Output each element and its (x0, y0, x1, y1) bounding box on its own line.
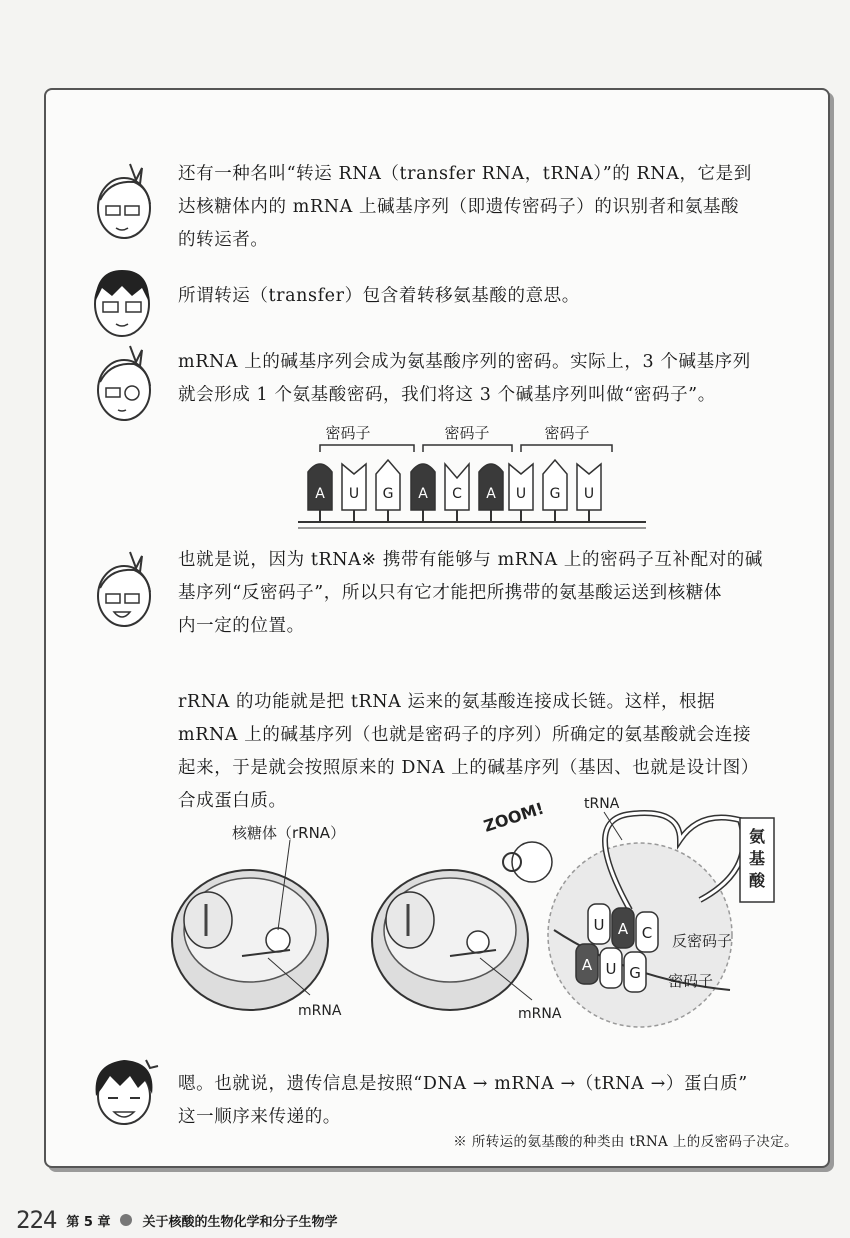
nucleotide-base-label: A (486, 486, 496, 502)
text-line: 合成蛋白质。 (178, 791, 287, 811)
codon-base: U (605, 960, 617, 978)
text-line: rRNA 的功能就是把 tRNA 运来的氨基酸连接成长链。这样，根据 (178, 692, 716, 712)
codon-label: 密码子 (668, 972, 714, 990)
codon-base: A (581, 956, 593, 974)
girl-character-icon (90, 160, 162, 244)
nucleotide-base-label: G (549, 486, 561, 502)
nucleotide-base-label: G (382, 486, 394, 502)
text-line: 也就是说，因为 tRNA※ 携带有能够与 mRNA 上的密码子互补配对的碱 (178, 550, 763, 570)
amino-acid-label: 基 (748, 849, 766, 868)
paragraph-transfer-meaning (178, 280, 778, 313)
anticodon-base: C (641, 924, 653, 942)
text-line: 就会形成 1 个氨基酸密码，我们将这 3 个碱基序列叫做“密码子”。 (178, 385, 716, 405)
text-line: 内一定的位置。 (178, 616, 305, 636)
cell-ribosome-diagram (160, 780, 800, 1030)
girl-wink-character-icon (90, 342, 162, 426)
codon-diagram (290, 418, 650, 538)
text-line: 起来，于是就会按照原来的 DNA 上的碱基序列（基因、也就是设计图） (178, 758, 760, 778)
ribosome-label: 核糖体（rRNA） (232, 824, 346, 842)
boy-character-icon (86, 262, 158, 346)
nucleotide-base-shape (543, 460, 567, 510)
amino-acid-label: 氨 (748, 827, 766, 846)
bullet-icon (120, 1214, 132, 1226)
chapter-label: 第 5 章 (66, 1214, 111, 1230)
codon-base: G (629, 964, 641, 982)
nucleotide-base-label: U (583, 486, 595, 502)
text-line: 基序列“反密码子”，所以只有它才能把所携带的氨基酸运送到核糖体 (178, 583, 722, 603)
text-line: 的转运者。 (178, 230, 269, 250)
dark-hair-character-icon (88, 1050, 160, 1134)
paragraph-anticodon (178, 544, 778, 643)
text-line: mRNA 上的碱基序列会成为氨基酸序列的密码。实际上，3 个碱基序列 (178, 352, 751, 372)
chapter-title: 关于核酸的生物化学和分子生物学 (142, 1214, 338, 1230)
text-line: 所谓转运（transfer）包含着转移氨基酸的意思。 (178, 286, 580, 306)
paragraph-codon (178, 346, 778, 412)
anticodon-base: U (593, 916, 605, 934)
mrna-label-right: mRNA (518, 1006, 562, 1022)
codon-group-label: 密码子 (544, 424, 590, 442)
text-line: 嗯。也就说，遗传信息是按照“DNA → mRNA →（tRNA →）蛋白质” (178, 1074, 748, 1094)
nucleotide-base-label: C (452, 486, 462, 502)
paragraph-summary (178, 1068, 778, 1134)
anticodon-label: 反密码子 (672, 932, 733, 950)
zoom-label: ZOOM! (481, 798, 547, 836)
trna-label: tRNA (584, 796, 620, 812)
nucleotide-base-label: A (315, 486, 325, 502)
codon-group-label: 密码子 (444, 424, 490, 442)
anticodon-base: A (617, 920, 629, 938)
text-line: 还有一种名叫“转运 RNA（transfer RNA，tRNA）”的 RNA，它是到 (178, 164, 752, 184)
codon-group-label: 密码子 (325, 424, 371, 442)
paragraph-trna-intro (178, 158, 778, 257)
nucleotide-base-label: U (515, 486, 527, 502)
mrna-label-left: mRNA (298, 1003, 342, 1019)
text-line: 这一顺序来传递的。 (178, 1107, 341, 1127)
nucleotide-base-label: A (418, 486, 428, 502)
text-line: 达核糖体内的 mRNA 上碱基序列（即遗传密码子）的识别者和氨基酸 (178, 197, 740, 217)
text-line: mRNA 上的碱基序列（也就是密码子的序列）所确定的氨基酸就会连接 (178, 725, 752, 745)
page-number: 224 (16, 1206, 57, 1234)
page-footer (16, 1208, 337, 1232)
nucleotide-base-shape (376, 460, 400, 510)
girl-smile-character-icon (90, 548, 162, 632)
nucleotide-base-label: U (348, 486, 360, 502)
footnote: ※ 所转运的氨基酸的种类由 tRNA 上的反密码子决定。 (453, 1134, 798, 1150)
amino-acid-label: 酸 (748, 871, 766, 890)
